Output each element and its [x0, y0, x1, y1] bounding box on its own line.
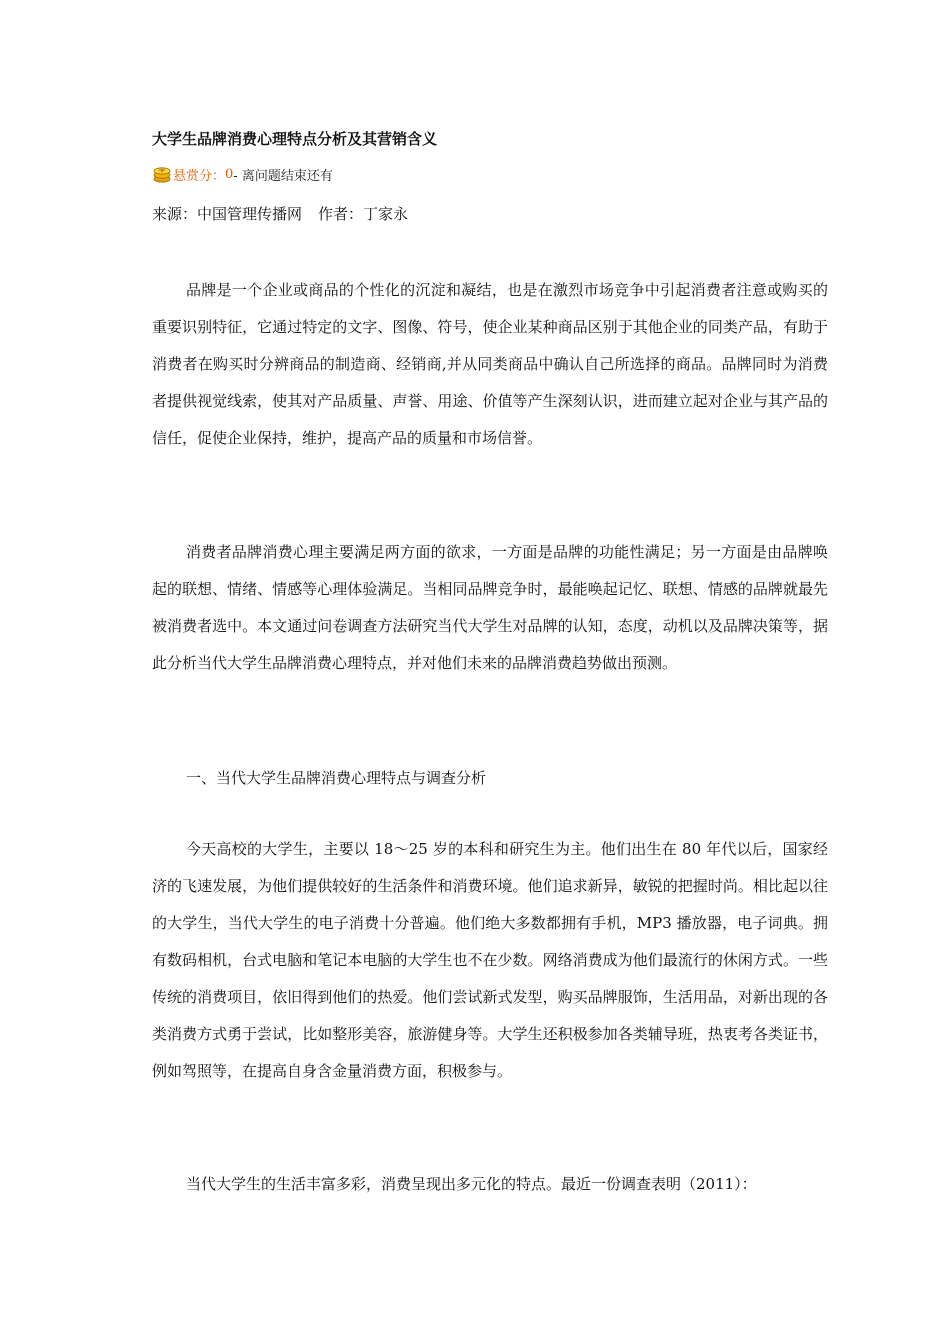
- reward-value: 0: [225, 166, 234, 182]
- paragraph-1: 品牌是一个企业或商品的个性化的沉淀和凝结，也是在激烈市场竞争中引起消费者注意或购买的重要识别特征，它通过特定的文字、图像、符号，使企业某种商品区别于其他企业的同类产品，有助于消费者在购买时分辨商品的制造商、经销商,并从同类商品中确认自己所选择的商品。品牌同时为消费者提供视觉线索，使其对产品质量、声誉、用途、价值等产生深刻认识，进而建立起对企业与其产品的信任，促使企业保持，维护，提高产品的质量和市场信誉。: [152, 281, 828, 447]
- article-title: 大学生品牌消费心理特点分析及其营销含义: [152, 130, 438, 148]
- reward-label: 悬赏分：: [173, 168, 226, 184]
- paragraph-3: 今天高校的大学生，主要以 18～25 岁的本科和研究生为主。他们出生在 80 年代以后，国家经济的飞速发展，为他们提供较好的生活条件和消费环境。他们追求新异，敏锐的把握时尚。相比起以往的大学生，当代大学生的电子消费十分普遍。他们绝大多数都拥有手机，MP3 播放器，电子词典。拥有数码相机，台式电脑和笔记本电脑的大学生也不在少数。网络消费成为他们最流行的休闲方式。一些传统的消费项目，依旧得到他们的热爱。他们尝试新式发型，购买品牌服饰，生活用品，对新出现的各类消费方式勇于尝试，比如整形美容，旅游健身等。大学生还积极参加各类辅导班，热衷考各类证书，例如驾照等，在提高自身含金量消费方面，积极参与。: [152, 840, 828, 1080]
- paragraph-4: 当代大学生的生活丰富多彩，消费呈现出多元化的特点。最近一份调查表明（2011）：: [186, 1175, 757, 1193]
- reward-line: [152, 163, 333, 185]
- author-text: 作者：丁家永: [318, 205, 409, 223]
- section-heading: 一、当代大学生品牌消费心理特点与调查分析: [186, 769, 487, 787]
- coin-icon: [152, 164, 172, 184]
- paragraph-2: 消费者品牌消费心理主要满足两方面的欲求，一方面是品牌的功能性满足；另一方面是由品牌唤起的联想、情绪、情感等心理体验满足。当相同品牌竞争时，最能唤起记忆、联想、情感的品牌就最先被消费者选中。本文通过问卷调查方法研究当代大学生对品牌的认知，态度，动机以及品牌决策等，据此分析当代大学生品牌消费心理特点，并对他们未来的品牌消费趋势做出预测。: [152, 543, 828, 672]
- source-line: [152, 202, 408, 226]
- source-text: 来源：中国管理传播网: [152, 205, 303, 223]
- reward-time-remaining: - 离问题结束还有: [233, 168, 333, 184]
